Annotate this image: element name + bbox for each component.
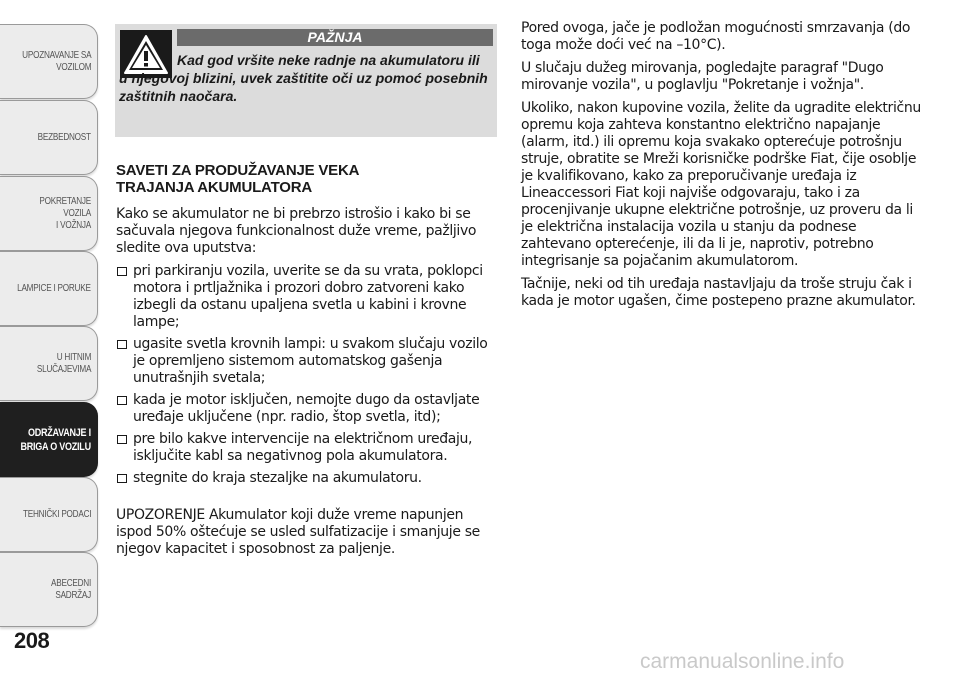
chapter-sidebar — [0, 0, 100, 678]
list-item — [116, 336, 501, 387]
upozorenje-paragraph: UPOZORENJE Akumulator koji duže vreme napunjen ispod 50% oštećuje se usled sulfatizacije i smanjuje se njegov kapacitet i sposobnost za paljenje. — [116, 507, 480, 557]
list-item — [116, 470, 501, 487]
tab-pokretanje-vozila[interactable] — [0, 176, 98, 251]
paragraph: Ukoliko, nakon kupovine vozila, želite da ugradite električnu opremu koja zahteva konstantno električno napajanje (alarm, itd.) ili opremu koja svakako opterećuje potrošnju struje, obratite se Mreži korisničke podrške Fiat, čije osoblje je kvalifikovano, kako za preporučivanje uređaja iz Lineaccessori Fiat koji najviše odgovaraju, tako i za procenjivanje ukupne električne potrošnje, uz proveru da li je električna instalacija vozila u stanju da podnese zahtevano opterećenje, ili da li je, naprotiv, potrebno integrisanje sa pojačanim akumulatorom. — [521, 100, 921, 269]
section-heading-line-2: TRAJANJA AKUMULATORA — [116, 179, 312, 196]
checkbox-bullet-icon — [117, 396, 127, 405]
tab-lampice-i-poruke[interactable] — [0, 251, 98, 326]
list-item-text: stegnite do kraja stezaljke na akumulatoru. — [133, 470, 422, 486]
checkbox-bullet-icon — [117, 435, 127, 444]
warning-text: Kad god vršite neke radnje na akumulatoru ili u njegovoj blizini, uvek zaštitite oči uz pomoć posebnih zaštitnih naočara. — [119, 52, 488, 104]
checkbox-bullet-icon — [117, 340, 127, 349]
tab-abecedni-sadrzaj[interactable] — [0, 552, 98, 627]
left-column — [116, 162, 501, 564]
tab-upoznavanje-sa-vozilom[interactable] — [0, 24, 98, 99]
tips-list — [116, 263, 501, 487]
page-number: 208 — [14, 628, 50, 653]
watermark: carmanualsonline.info — [640, 650, 845, 673]
tab-label: POKRETANJE VOZILA I VOŽNJA — [39, 195, 91, 231]
tab-label: TEHNIČKI PODACI — [22, 508, 91, 520]
tab-bezbednost[interactable] — [0, 100, 98, 175]
section-heading — [116, 162, 501, 196]
tab-label: UPOZNAVANJE SA VOZILOM — [21, 49, 91, 73]
tab-label: ODRŽAVANJE I BRIGA O VOZILU — [20, 426, 91, 453]
list-item-text: pri parkiranju vozila, uverite se da su vrata, poklopci motora i prtljažnika i prozori dobro zatvoreni kako izbegli da ostanu upaljena svetla u kabini i krovne lampe; — [133, 263, 483, 330]
section-intro: Kako se akumulator ne bi prebrzo istrošio i kako bi se sačuvala njegova funkcionalnost duže vreme, pažljivo sledite ova uputstva: — [116, 206, 477, 256]
tab-label: ABECEDNI SADRŽAJ — [51, 577, 91, 601]
paragraph: Pored ovoga, jače je podložan mogućnosti smrzavanja (do toga može doći već na –10°C). — [521, 20, 911, 53]
list-item — [116, 263, 501, 331]
right-column — [521, 20, 926, 316]
tab-tehnicki-podaci[interactable] — [0, 477, 98, 552]
warning-box — [115, 24, 497, 137]
checkbox-bullet-icon — [117, 267, 127, 276]
tab-u-hitnim-slucajevima[interactable] — [0, 326, 98, 401]
list-item — [116, 431, 501, 465]
tab-label: BEZBEDNOST — [37, 131, 91, 143]
warning-title: PAŽNJA — [177, 29, 493, 46]
section-heading-line-1: SAVETI ZA PRODUŽAVANJE VEKA — [116, 162, 360, 179]
list-item-text: kada je motor isključen, nemojte dugo da ostavljate uređaje uključene (npr. radio, štop svetla, itd); — [133, 392, 480, 425]
list-item — [116, 392, 501, 426]
checkbox-bullet-icon — [117, 474, 127, 483]
paragraph: Tačnije, neki od tih uređaja nastavljaju da troše struju čak i kada je motor ugašen, čime postepeno prazne akumulator. — [521, 276, 916, 309]
tab-odrzavanje-i-briga[interactable] — [0, 402, 98, 477]
list-item-text: pre bilo kakve intervencije na električnom uređaju, isključite kabl sa negativnog pola akumulatora. — [133, 431, 473, 464]
list-item-text: ugasite svetla krovnih lampi: u svakom slučaju vozilo je opremljeno sistemom automatskog gašenja unutrašnjih svetala; — [133, 336, 488, 386]
paragraph: U slučaju dužeg mirovanja, pogledajte paragraf "Dugo mirovanje vozila", u poglavlju "Pokretanje i vožnja". — [521, 60, 884, 93]
tab-label: U HITNIM SLUČAJEVIMA — [36, 351, 91, 375]
tab-label: LAMPICE I PORUKE — [17, 282, 91, 294]
